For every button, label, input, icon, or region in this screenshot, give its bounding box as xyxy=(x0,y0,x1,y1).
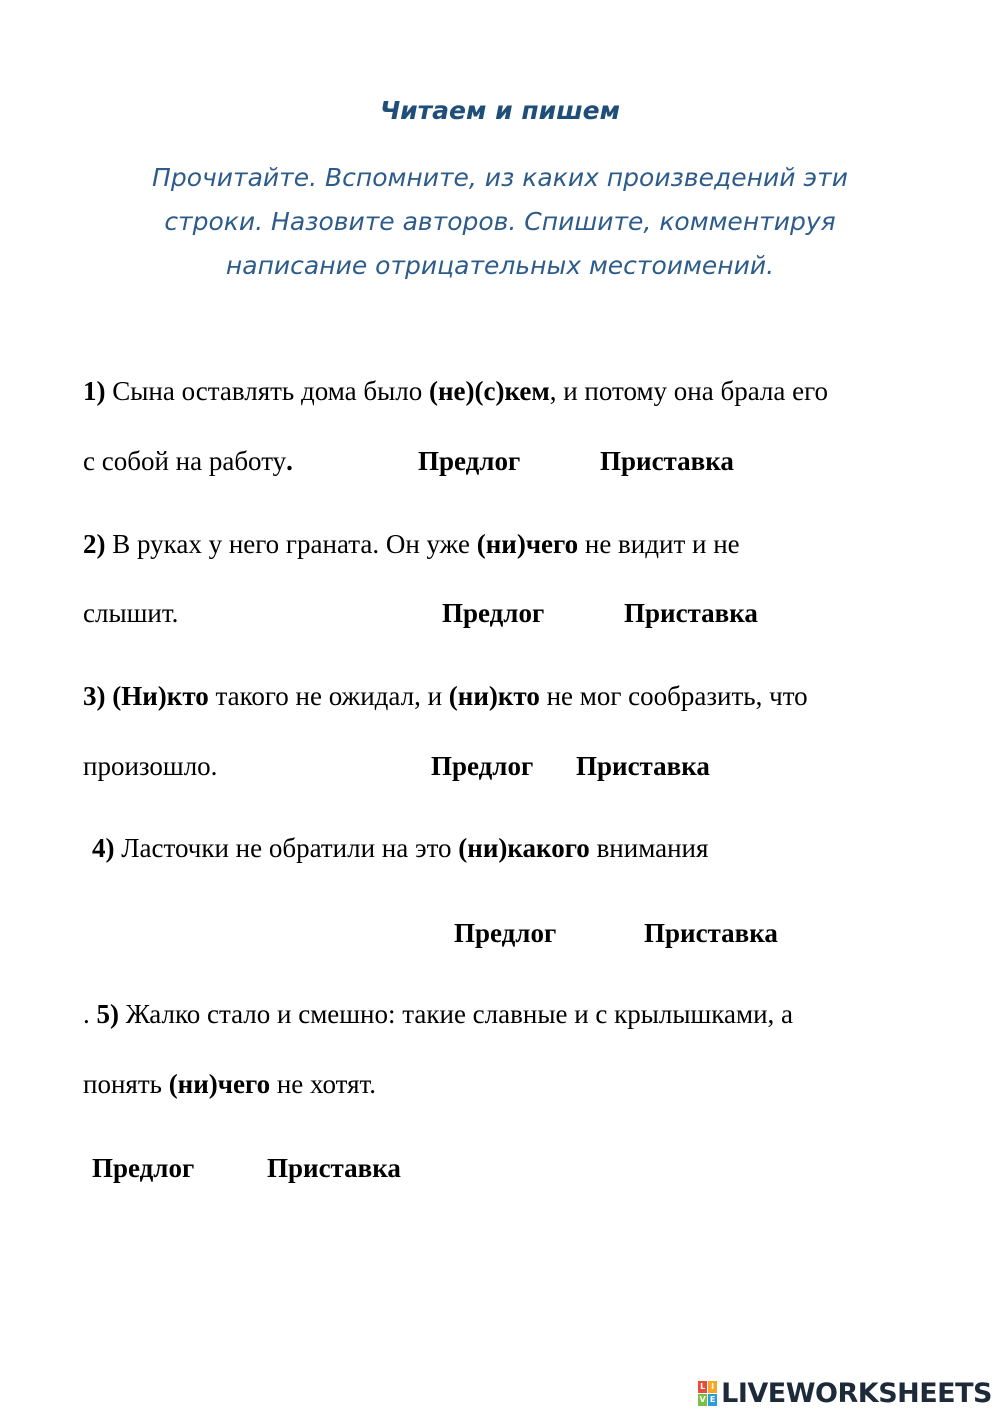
item-2-line-1 xyxy=(83,527,740,561)
item-4-pronoun: (ни)какого xyxy=(458,833,590,863)
item-2-line-2 xyxy=(83,596,178,630)
item-2-number: 2) xyxy=(83,529,106,559)
item-3-text-a: такого не ожидал, и xyxy=(208,681,449,711)
item-1-text-c: с собой на работу xyxy=(83,446,287,476)
item-5-text-c: не хотят. xyxy=(270,1069,377,1099)
item-4-option-prefix[interactable]: Приставка xyxy=(644,918,778,948)
item-2-option-preposition[interactable]: Предлог xyxy=(442,598,545,628)
item-1-line-2 xyxy=(83,444,293,478)
item-5-option-prefix[interactable]: Приставка xyxy=(267,1153,401,1183)
item-3-number: 3) xyxy=(83,681,106,711)
logo-letter: E xyxy=(709,1394,716,1404)
item-2-option-prefix[interactable]: Приставка xyxy=(624,598,758,628)
item-3-text-c: произошло. xyxy=(83,751,218,781)
item-2-text-b: не видит и не xyxy=(578,529,740,559)
item-4-number: 4) xyxy=(92,833,115,863)
logo-letter: V xyxy=(699,1394,706,1404)
item-1-line-1 xyxy=(83,374,828,408)
item-5-line-2 xyxy=(83,1067,376,1101)
item-3-line-1 xyxy=(83,679,808,713)
item-1-period: . xyxy=(286,446,293,476)
logo-letter: L xyxy=(700,1381,706,1391)
item-1-text-b: , и потому она брала его xyxy=(549,376,829,406)
liveworksheets-logo xyxy=(698,1377,992,1409)
item-1-option-preposition[interactable]: Предлог xyxy=(418,446,521,476)
logo-text: LIVEWORKSHEETS xyxy=(721,1377,992,1409)
item-1-option-prefix[interactable]: Приставка xyxy=(600,446,734,476)
logo-mark-icon xyxy=(698,1381,717,1406)
item-5-leading-period: . xyxy=(83,999,97,1029)
item-5-pronoun: (ни)чего xyxy=(168,1069,271,1099)
item-5-text-a: Жалко стало и смешно: такие славные и с крылышками, а xyxy=(119,999,793,1029)
item-1-text-a: Сына оставлять дома было xyxy=(105,376,429,406)
item-5-number: 5) xyxy=(96,999,119,1029)
item-3-option-preposition[interactable]: Предлог xyxy=(431,751,534,781)
item-4-text-b: внимания xyxy=(589,833,709,863)
item-3-text-b: не мог сообразить, что xyxy=(539,681,808,711)
item-1-number: 1) xyxy=(83,376,106,406)
item-2-text-c: слышит. xyxy=(83,598,179,628)
page-title: Читаем и пишем xyxy=(379,96,621,125)
item-2-pronoun: (ни)чего xyxy=(476,529,579,559)
item-3-pronoun-1: (Ни)кто xyxy=(105,681,209,711)
item-3-line-2 xyxy=(83,749,217,783)
item-4-line-1 xyxy=(92,831,708,865)
item-5-text-b: понять xyxy=(83,1069,169,1099)
item-2-text-a: В руках у него граната. Он уже xyxy=(105,529,477,559)
instruction-text: Прочитайте. Вспомните, из каких произведений эти строки. Назовите авторов. Спишите, комментируя написание отрицательных местоимений. xyxy=(152,163,848,280)
item-5-line-1 xyxy=(83,997,793,1031)
item-3-pronoun-2: (ни)кто xyxy=(448,681,540,711)
item-4-text-a: Ласточки не обратили на это xyxy=(114,833,459,863)
item-5-option-preposition[interactable]: Предлог xyxy=(92,1153,195,1183)
item-1-pronoun: (не)(с)кем xyxy=(428,376,550,406)
logo-letter: I xyxy=(708,1381,717,1393)
item-3-option-prefix[interactable]: Приставка xyxy=(576,751,710,781)
item-4-option-preposition[interactable]: Предлог xyxy=(454,918,557,948)
